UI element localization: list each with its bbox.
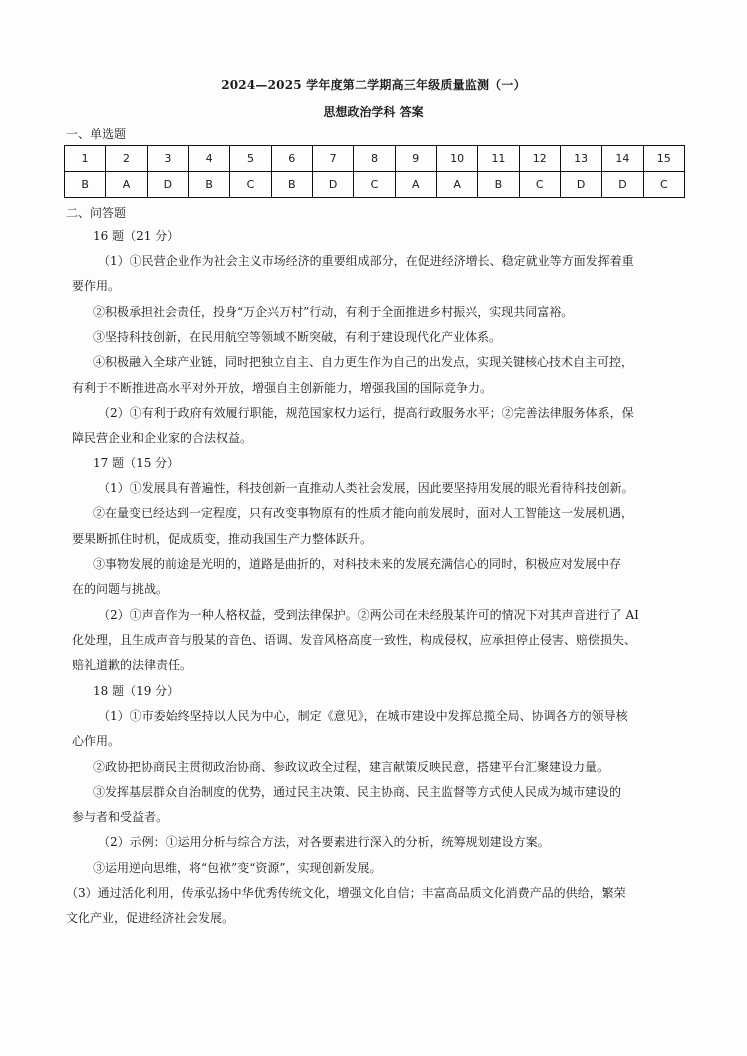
answer-cell: C: [354, 172, 395, 198]
question-number: 8: [354, 146, 395, 172]
question-number: 4: [188, 146, 229, 172]
answer-cell: C: [643, 172, 684, 198]
question-number: 2: [106, 146, 147, 172]
page-subtitle: 思想政治学科 答案: [323, 105, 424, 119]
answer-cell: D: [560, 172, 601, 198]
question-number: 10: [436, 146, 477, 172]
answer-cell: B: [65, 172, 106, 198]
answer-line: （1）①民营企业作为社会主义市场经济的重要组成部分，在促进经济增长、稳定就业等方面发挥着重: [98, 254, 634, 268]
section-heading-single-choice: 一、单选题: [66, 127, 127, 141]
answer-cell: A: [106, 172, 147, 198]
answer-line: 有利于不断推进高水平对外开放，增强自主创新能力，增强我国的国际竞争力。: [72, 381, 493, 395]
answer-line: （1）①市委始终坚持以人民为中心，制定《意见》，在城市建设中发挥总揽全局、协调各方的领导核: [98, 709, 628, 723]
question-heading-17: 17 题（15 分）: [93, 456, 180, 470]
answer-cell: B: [478, 172, 519, 198]
answer-line: 心作用。: [72, 734, 121, 748]
question-number: 11: [478, 146, 519, 172]
answer-line: （2）示例：①运用分析与综合方法，对各要素进行深入的分析，统筹规划建设方案。: [98, 835, 550, 849]
answer-line: 障民营企业和企业家的合法权益。: [72, 431, 253, 445]
answer-line: 参与者和受益者。: [72, 810, 169, 824]
answer-line: 赔礼道歉的法律责任。: [72, 658, 193, 672]
answer-cell: A: [436, 172, 477, 198]
section-heading-short-answer: 二、问答题: [66, 206, 127, 220]
answer-cell: D: [312, 172, 353, 198]
question-number: 15: [643, 146, 684, 172]
answer-cell: C: [519, 172, 560, 198]
question-number: 6: [271, 146, 312, 172]
question-number: 5: [230, 146, 271, 172]
answer-line: （2）①有利于政府有效履行职能，规范国家权力运行，提高行政服务水平；②完善法律服务体系，保: [98, 406, 634, 420]
answer-cell: B: [188, 172, 229, 198]
question-number: 13: [560, 146, 601, 172]
question-heading-18: 18 题（19 分）: [93, 684, 180, 698]
question-number: 12: [519, 146, 560, 172]
answer-line: （3）通过活化利用，传承弘扬中华优秀传统文化，增强文化自信；丰富高品质文化消费产品的供给，繁荣: [66, 886, 626, 900]
answer-cell: D: [147, 172, 188, 198]
answer-line: ③运用逆向思维，将“包袱”变“资源”，实现创新发展。: [93, 861, 382, 875]
page-title: 2024—2025 学年度第二学期高三年级质量监测（一）: [221, 78, 526, 92]
question-number: 7: [312, 146, 353, 172]
question-heading-16: 16 题（21 分）: [93, 229, 180, 243]
answer-line: 文化产业，促进经济社会发展。: [66, 911, 235, 925]
answer-table: [64, 145, 685, 198]
answer-line: ③事物发展的前途是光明的，道路是曲折的，对科技未来的发展充满信心的同时，积极应对发展中存: [93, 557, 622, 571]
answer-line: （2）①声音作为一种人格权益，受到法律保护。②两公司在未经殷某许可的情况下对其声音进行了 AI: [98, 608, 639, 622]
answer-table-answer-row: [65, 172, 685, 198]
question-number: 3: [147, 146, 188, 172]
answer-line: ③坚持科技创新，在民用航空等领域不断突破，有利于建设现代化产业体系。: [93, 330, 502, 344]
answer-line: ③发挥基层群众自治制度的优势，通过民主决策、民主协商、民主监督等方式使人民成为城市建设的: [93, 785, 622, 799]
answer-line: ④积极融入全球产业链，同时把独立自主、自力更生作为自己的出发点，实现关键核心技术自主可控，: [93, 355, 634, 369]
answer-line: 要果断抓住时机，促成质变，推动我国生产力整体跃升。: [72, 532, 373, 546]
answer-line: ②在量变已经达到一定程度，只有改变事物原有的性质才能向前发展时，面对人工智能这一发展机遇，: [93, 506, 634, 520]
answer-line: ②积极承担社会责任，投身“万企兴万村”行动，有利于全面推进乡村振兴，实现共同富裕。: [93, 305, 574, 319]
answer-line: ②政协把协商民主贯彻政治协商、参政议政全过程，建言献策反映民意，搭建平台汇聚建设力量。: [93, 760, 610, 774]
answer-cell: A: [395, 172, 436, 198]
answer-cell: B: [271, 172, 312, 198]
answer-line: 要作用。: [72, 279, 121, 293]
answer-line: 化处理，且生成声音与殷某的音色、语调、发音风格高度一致性，构成侵权，应承担停止侵害、赔偿损失、: [72, 633, 637, 647]
question-number: 1: [65, 146, 106, 172]
answer-cell: C: [230, 172, 271, 198]
answer-line: （1）①发展具有普遍性，科技创新一直推动人类社会发展，因此要坚持用发展的眼光看待科技创新。: [98, 481, 634, 495]
question-number: 14: [602, 146, 643, 172]
question-number: 9: [395, 146, 436, 172]
answer-cell: D: [602, 172, 643, 198]
answer-table-number-row: [65, 146, 685, 172]
answer-line: 在的问题与挑战。: [72, 582, 169, 596]
